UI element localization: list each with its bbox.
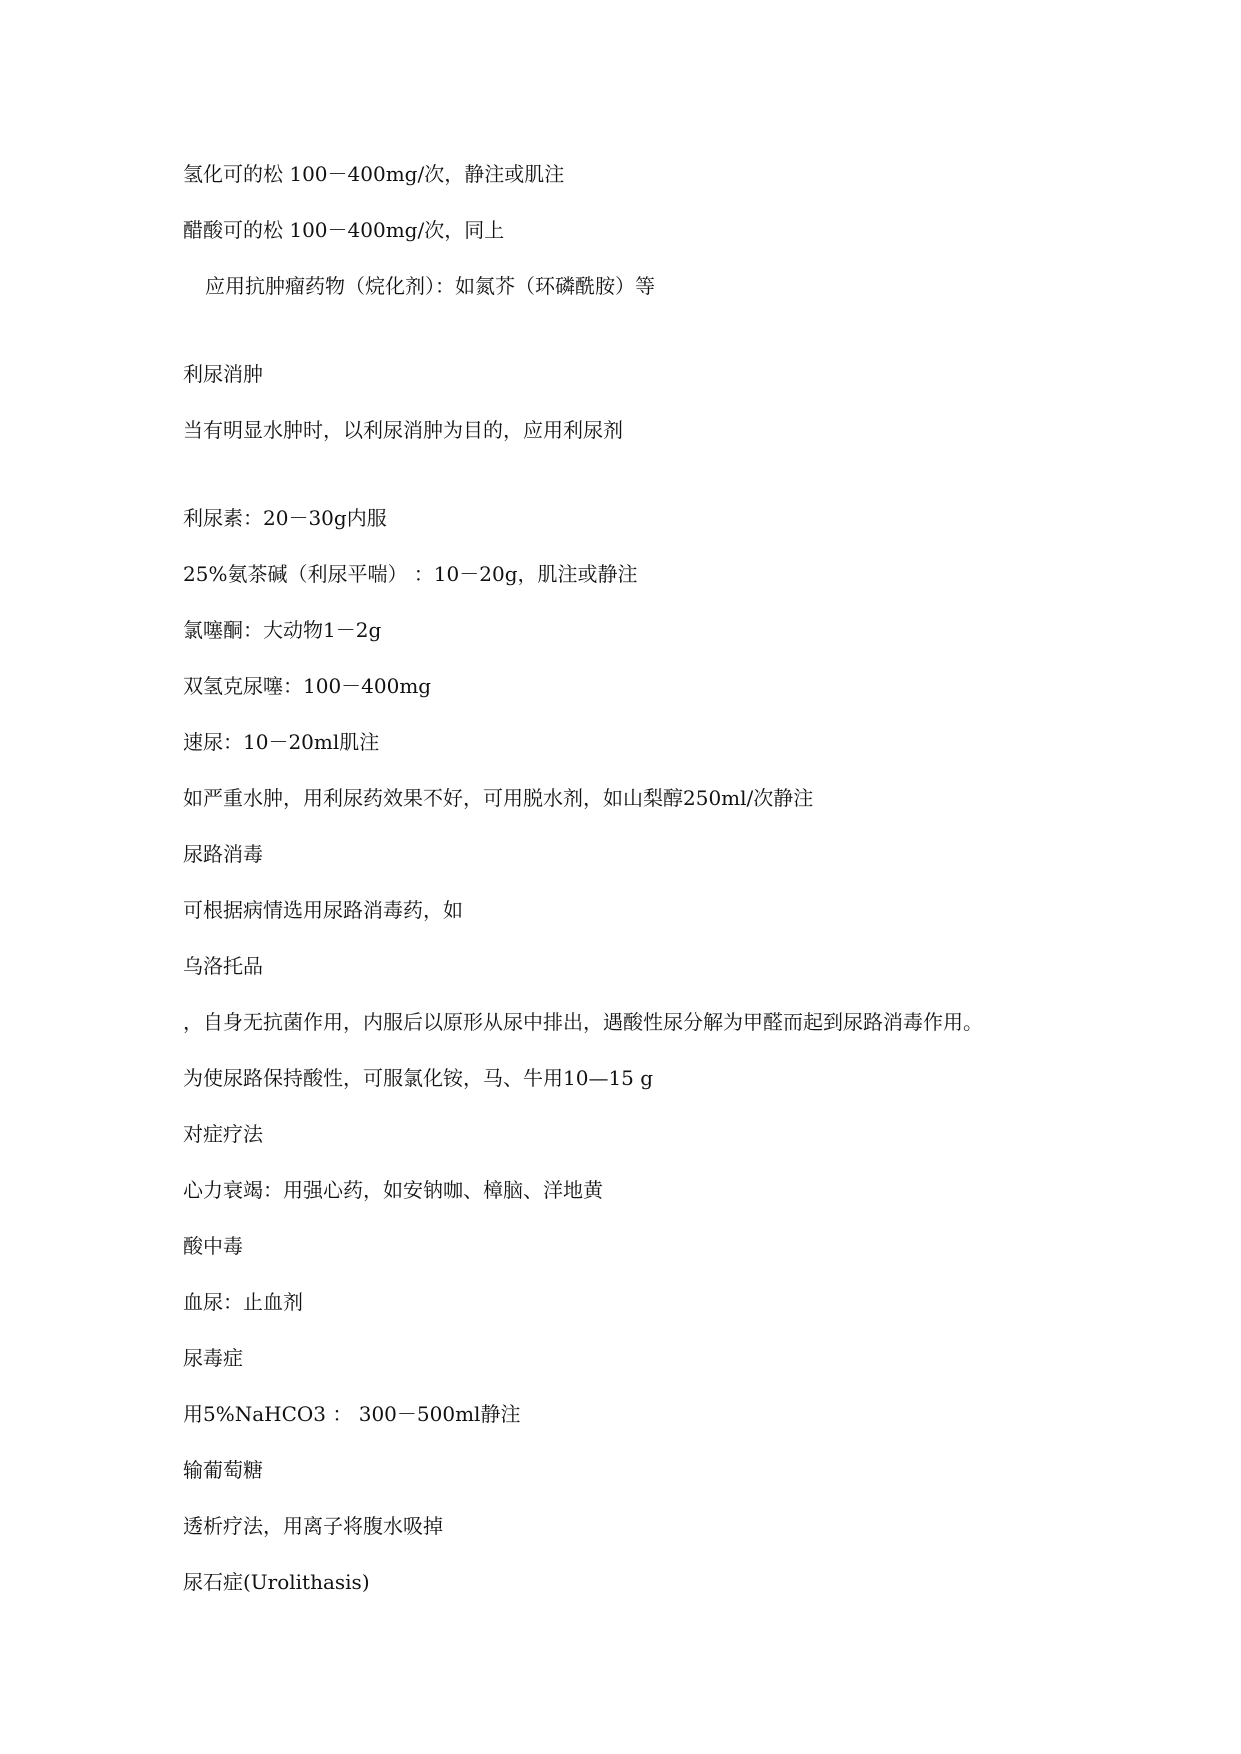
document-body xyxy=(183,160,1083,1624)
text-line: 可根据病情选用尿路消毒药，如 xyxy=(183,898,463,922)
section-heading: 尿石症(Urolithasis) xyxy=(183,1570,370,1594)
section-heading: 对症疗法 xyxy=(183,1122,263,1146)
text-line: 心力衰竭：用强心药，如安钠咖、樟脑、洋地黄 xyxy=(183,1178,603,1202)
text-line: ，自身无抗菌作用，内服后以原形从尿中排出，遇酸性尿分解为甲醛而起到尿路消毒作用。 xyxy=(183,1010,983,1034)
text-line: 血尿：止血剂 xyxy=(183,1290,303,1314)
text-line: 酸中毒 xyxy=(183,1234,243,1258)
paragraph-gap xyxy=(183,328,1083,360)
section-heading: 尿路消毒 xyxy=(183,842,263,866)
text-line: 应用抗肿瘤药物（烷化剂）：如氮芥（环磷酰胺）等 xyxy=(205,274,655,298)
text-line: 双氢克尿噻：100－400mg xyxy=(183,674,432,698)
text-line: 利尿素：20－30g内服 xyxy=(183,506,387,530)
text-line: 氯噻酮：大动物1－2g xyxy=(183,618,382,642)
text-line: 25%氨茶碱（利尿平喘） ：10－20g，肌注或静注 xyxy=(183,562,638,586)
text-line: 透析疗法，用离子将腹水吸掉 xyxy=(183,1514,443,1538)
text-line: 当有明显水肿时，以利尿消肿为目的，应用利尿剂 xyxy=(183,418,623,442)
text-line: 速尿：10－20ml肌注 xyxy=(183,730,380,754)
paragraph-gap xyxy=(183,472,1083,504)
text-line: 乌洛托品 xyxy=(183,954,263,978)
text-line: 用5%NaHCO3 ： 300－500ml静注 xyxy=(183,1402,521,1426)
text-line: 如严重水肿，用利尿药效果不好，可用脱水剂，如山梨醇250ml/次静注 xyxy=(183,786,814,810)
text-line: 尿毒症 xyxy=(183,1346,243,1370)
text-line: 氢化可的松 100－400mg/次，静注或肌注 xyxy=(183,162,565,186)
text-line: 醋酸可的松 100－400mg/次，同上 xyxy=(183,218,505,242)
section-heading: 利尿消肿 xyxy=(183,362,263,386)
text-line: 输葡萄糖 xyxy=(183,1458,263,1482)
text-line: 为使尿路保持酸性，可服氯化铵，马、牛用10—15 g xyxy=(183,1066,654,1090)
